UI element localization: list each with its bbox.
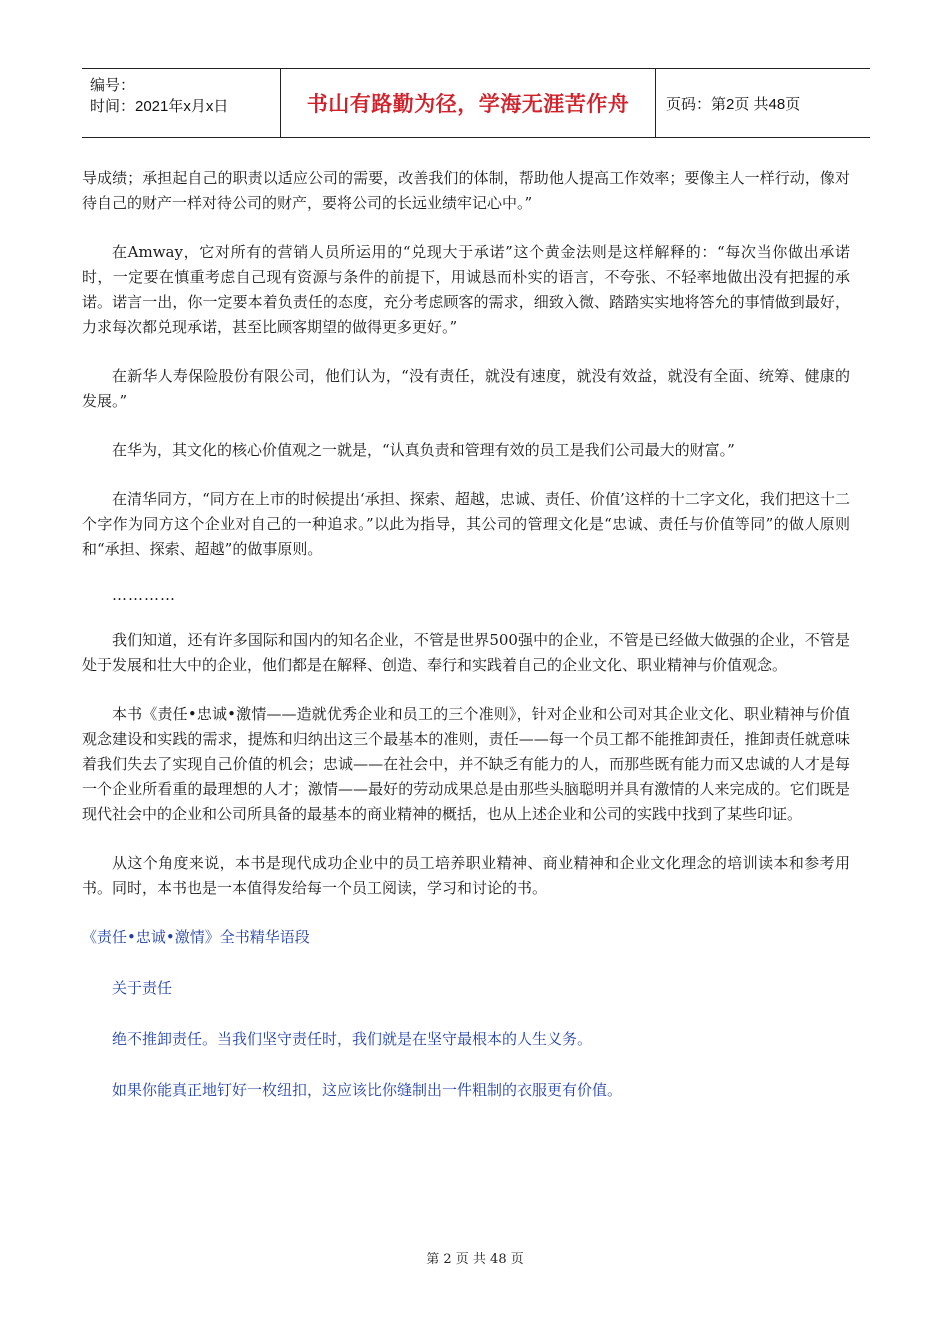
page-header [82, 68, 870, 138]
number-label: 编号： [90, 77, 136, 94]
quote-1: 绝不推卸责任。当我们坚守责任时，我们就是在坚守最根本的人生义务。 [112, 1030, 593, 1048]
paragraph-known-enterprises: 我们知道，还有许多国际和国内的知名企业，不管是世界500强中的企业，不管是已经做大做强的企业，不管是处于发展和壮大中的企业，他们都是在解释、创造、奉行和实践着自己的企业文化、职业精神与价值观念。 [82, 631, 850, 674]
header-motto: 书山有路勤为径，学海无涯苦作舟 [281, 69, 656, 137]
paragraph-huawei: 在华为，其文化的核心价值观之一就是，“认真负责和管理有效的员工是我们公司最大的财富。” [112, 441, 735, 459]
paragraph-xinhua: 在新华人寿保险股份有限公司，他们认为，“没有责任，就没有速度，就没有效益，就没有全面、统筹、健康的发展。” [82, 367, 850, 410]
header-page-label: 页码：第2页 共48页 [666, 95, 801, 113]
paragraph-book-intro: 本书《责任•忠诚•激情——造就优秀企业和员工的三个准则》，针对企业和公司对其企业文化、职业精神与价值观念建设和实践的需求，提炼和归纳出这三个最基本的准则，责任——每一个员工都不能推卸责任，推卸责任就意味着我们失去了实现自己价值的机会；忠诚——在社会中，并不缺乏有能力的人，而那些既有能力而又忠诚的人才是每一个企业所看重的最理想的人才；激情——最好的劳动成果总是由那些头脑聪明并具有激情的人来完成的。它们既是现代社会中的企业和公司所具备的最基本的商业精神的概括，也从上述企业和公司的实践中找到了某些印证。 [82, 705, 850, 823]
paragraph-tongfang: 在清华同方，“同方在上市的时候提出‘承担、探索、超越，忠诚、责任、价值’这样的十二字文化，我们把这十二个字作为同方这个企业对自己的一种追求。”以此为指导，其公司的管理文化是“忠诚、责任与价值等同”的做人原则和“承担、探索、超越”的做事原则。 [82, 490, 850, 558]
date-label: 时间：2021年x月x日 [90, 98, 229, 115]
page-footer: 第 2 页 共 48 页 [426, 1252, 524, 1267]
quote-2: 如果你能真正地钉好一枚纽扣，这应该比你缝制出一件粗制的衣服更有价值。 [112, 1081, 623, 1099]
ellipsis-line: ………… [112, 586, 176, 604]
highlights-title: 《责任•忠诚•激情》全书精华语段 [82, 928, 310, 946]
paragraph-conclusion: 从这个角度来说，本书是现代成功企业中的员工培养职业精神、商业精神和企业文化理念的培训读本和参考用书。同时，本书也是一本值得发给每一个员工阅读，学习和讨论的书。 [82, 854, 850, 897]
subsection-responsibility: 关于责任 [112, 979, 173, 997]
document-body [82, 166, 850, 1129]
paragraph-1: 导成绩；承担起自己的职责以适应公司的需要，改善我们的体制，帮助他人提高工作效率；要像主人一样行动，像对待自己的财产一样对待公司的财产，要将公司的长远业绩牢记心中。” [82, 169, 850, 212]
header-meta [82, 69, 281, 137]
paragraph-amway: 在Amway，它对所有的营销人员所运用的“兑现大于承诺”这个黄金法则是这样解释的：“每次当你做出承诺时，一定要在慎重考虑自己现有资源与条件的前提下，用诚恳而朴实的语言，不夸张、不轻率地做出没有把握的承诺。诺言一出，你一定要本着负责任的态度，充分考虑顾客的需求，细致入微、踏踏实实地将答允的事情做到最好，力求每次都兑现承诺，甚至比顾客期望的做得更多更好。” [82, 243, 850, 336]
